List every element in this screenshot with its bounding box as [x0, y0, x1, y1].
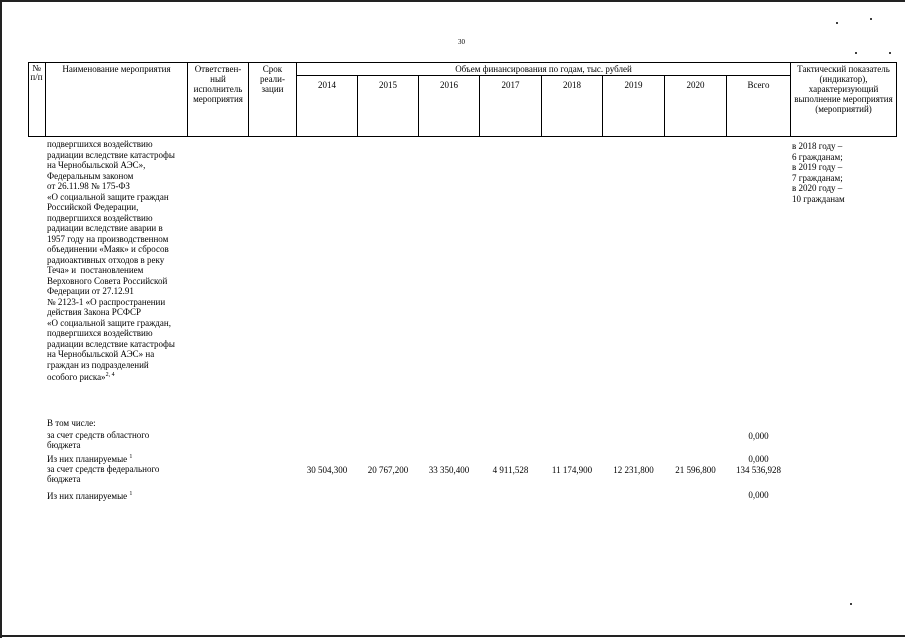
scan-speck: [855, 52, 857, 54]
regional-planned-total: 0,000: [748, 454, 769, 464]
federal-value-total: 134 536,928: [736, 465, 781, 475]
header-year-2017: 2017: [501, 80, 520, 90]
scan-speck: [870, 18, 872, 20]
federal-planned-total: 0,000: [748, 490, 769, 500]
page-border-bottom: [0, 635, 905, 637]
event-description-text: подвергшихся воздействию радиации вследствие катастрофы на Чернобыльской АЭС», Федеральным законом от 26.11.98 № 175-ФЗ «О социальной защите граждан Российской Федерации, подвергшихся воздействию радиации вследствие аварии в 1957 году на производственном объединении «Маяк» и сбросов радиоактивных отходов в реку Теча» и постановлением Верховного Совета Российской Федерации от 27.12.91 № 2123-1 «О распространении действия Закона РСФСР «О социальной защите граждан, подвергшихся воздействию радиации вследствие катастрофы на Чернобыльской АЭС» на граждан из подразделений особого риска»: [47, 139, 175, 382]
federal-budget-label: за счет средств федерального бюджета: [47, 464, 160, 484]
header-col-executor: Ответствен- ный исполнитель мероприятия: [193, 64, 243, 104]
federal-planned-label: [47, 489, 132, 501]
event-footnote-ref: 2, 4: [105, 372, 115, 378]
page-border-left: [0, 0, 2, 638]
federal-value-2016: 33 350,400: [428, 465, 470, 475]
federal-value-2015: 20 767,200: [367, 465, 409, 475]
federal-value-2017: 4 911,528: [492, 465, 529, 475]
regional-budget-total: 0,000: [748, 431, 769, 441]
event-description: [47, 139, 175, 383]
header-year-2019: 2019: [624, 80, 643, 90]
indicator-text: в 2018 году – 6 гражданам; в 2019 году – 7 гражданам; в 2020 году – 10 гражданам: [792, 141, 845, 204]
scan-speck: [836, 22, 838, 24]
regional-planned-label: [47, 452, 132, 464]
federal-planned-text: Из них планируемые: [47, 491, 128, 501]
header-year-total: Всего: [747, 80, 770, 90]
federal-planned-footnote: 1: [129, 491, 133, 497]
header-year-2015: 2015: [379, 80, 397, 90]
header-year-2016: 2016: [440, 80, 458, 90]
federal-value-2018: 11 174,900: [551, 465, 593, 475]
header-year-2014: 2014: [318, 80, 336, 90]
scan-speck: [850, 603, 852, 605]
header-col-indicator: Тактический показатель (индикатор), характеризующий выполнение мероприятия (мероприятий): [794, 64, 893, 114]
federal-value-2020: 21 596,800: [675, 465, 716, 475]
header-col-term: Срок реали- зации: [260, 64, 285, 94]
federal-value-2014: 30 504,300: [306, 465, 348, 475]
page-number: 30: [458, 38, 465, 46]
header-year-2020: 2020: [686, 80, 705, 90]
regional-budget-label: за счет средств областного бюджета: [47, 430, 150, 450]
header-col-name: Наименование мероприятия: [62, 64, 171, 74]
regional-planned-text: Из них планируемые: [47, 454, 128, 464]
federal-value-2019: 12 231,800: [613, 465, 654, 475]
header-col-funding: Объем финансирования по годам, тыс. рублей: [455, 64, 632, 74]
page-border-top: [0, 0, 905, 2]
scan-speck: [889, 52, 891, 54]
including-label: В том числе:: [47, 418, 96, 428]
header-col-number: № п/п: [30, 63, 43, 82]
regional-planned-footnote: 1: [129, 454, 133, 460]
header-year-2018: 2018: [563, 80, 581, 90]
